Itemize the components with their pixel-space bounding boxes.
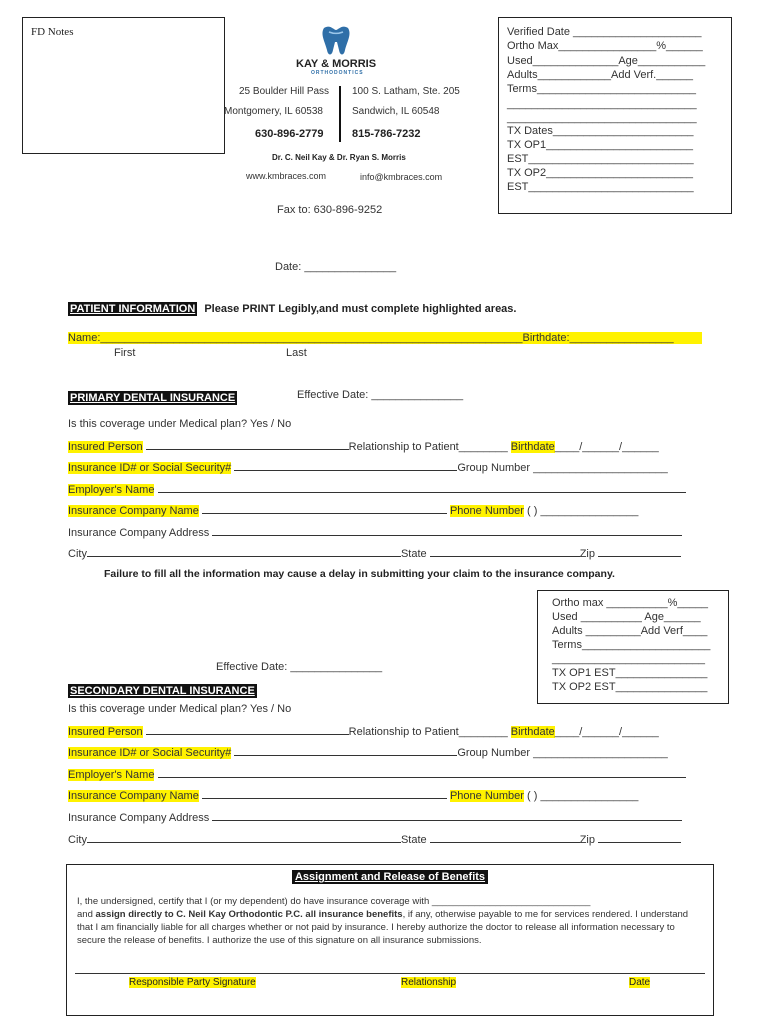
first-name-caption: First [114, 347, 136, 359]
phone-number-label: Phone Number [449, 790, 524, 802]
assignment-box [66, 864, 714, 1016]
fd-notes-label: FD Notes [31, 26, 74, 38]
primary-id-row [68, 460, 668, 474]
insured-person-label: Insured Person [68, 726, 143, 738]
insurance-id-input[interactable] [234, 460, 457, 471]
company-address-input[interactable] [212, 525, 682, 536]
mid-verify-line[interactable]: _________________________ [552, 653, 705, 665]
patient-section-title: PATIENT INFORMATION [70, 303, 196, 315]
state-input[interactable] [430, 546, 580, 557]
secondary-address-row [68, 810, 682, 824]
insurance-id-label: Insurance ID# or Social Security# [68, 462, 232, 474]
company-name-label: Insurance Company Name [68, 505, 199, 517]
doctors: Dr. C. Neil Kay & Dr. Ryan S. Morris [272, 153, 406, 162]
secondary-insured-row [68, 724, 659, 738]
website[interactable]: www.kmbraces.com [246, 171, 327, 181]
secondary-company-row [68, 788, 638, 802]
insured-person-input[interactable] [146, 724, 349, 735]
group-number-field[interactable]: Group Number ______________________ [457, 747, 668, 759]
insured-person-label: Insured Person [68, 441, 143, 453]
primary-effective-date[interactable]: Effective Date: _______________ [297, 389, 464, 401]
insured-person-input[interactable] [146, 439, 349, 450]
phone-right: 815-786-7232 [352, 128, 421, 140]
fax-number: Fax to: 630-896-9252 [277, 204, 383, 216]
phone-number-field[interactable]: ( ) ________________ [527, 790, 639, 802]
mid-verify-line[interactable]: Terms_____________________ [552, 639, 711, 651]
phone-number-label: Phone Number [449, 505, 524, 517]
employer-label: Employer's Name [68, 484, 155, 496]
fd-notes-box[interactable] [22, 17, 225, 154]
company-name-input[interactable] [202, 503, 447, 514]
patient-instruction: Please PRINT Legibly,and must complete highlighted areas. [204, 303, 517, 315]
logo-sub: ORTHODONTICS [311, 70, 364, 76]
address-left-1: 25 Boulder Hill Pass [239, 86, 330, 97]
verify-line[interactable]: Terms__________________________ [507, 83, 697, 95]
mid-verify-line[interactable]: Ortho max __________%_____ [552, 597, 708, 609]
mid-verify-line[interactable]: Used __________ Age______ [552, 611, 701, 623]
secondary-section-title: SECONDARY DENTAL INSURANCE [70, 685, 255, 697]
city-label: City [68, 548, 87, 560]
group-number-field[interactable]: Group Number ______________________ [457, 462, 668, 474]
verify-line[interactable]: TX OP2________________________ [507, 167, 693, 179]
employer-input[interactable] [158, 482, 686, 493]
secondary-verification-box [537, 590, 729, 704]
phone-number-field[interactable]: ( ) ________________ [527, 505, 639, 517]
signature-labels [129, 977, 654, 990]
patient-section-heading [68, 303, 516, 315]
insurance-id-label: Insurance ID# or Social Security# [68, 747, 232, 759]
state-label: State [400, 834, 427, 846]
state-input[interactable] [430, 832, 580, 843]
insurance-id-input[interactable] [234, 745, 457, 756]
city-label: City [68, 834, 87, 846]
zip-input[interactable] [598, 832, 681, 843]
mid-verify-line[interactable]: Adults _________Add Verf____ [552, 625, 708, 637]
primary-company-row [68, 503, 638, 517]
relationship-signature-label: Relationship [401, 977, 457, 988]
last-name-caption: Last [286, 347, 307, 359]
city-input[interactable] [87, 832, 401, 843]
address-right-2: Sandwich, IL 60548 [352, 106, 440, 117]
address-left-2: Montgomery, IL 60538 [224, 106, 323, 117]
relationship-field[interactable]: Relationship to Patient________ [348, 441, 508, 453]
mid-verify-line[interactable]: TX OP1 EST_______________ [552, 667, 708, 679]
company-address-label: Insurance Company Address [68, 527, 210, 539]
verify-line[interactable]: EST___________________________ [507, 153, 694, 165]
verify-line[interactable]: _______________________________ [507, 112, 697, 124]
employer-input[interactable] [158, 767, 686, 778]
secondary-id-row [68, 745, 668, 759]
email[interactable]: info@kmbraces.com [360, 172, 443, 182]
birthdate-field[interactable]: ____/______/______ [554, 441, 659, 453]
address-right-1: 100 S. Latham, Ste. 205 [352, 86, 460, 97]
name-birthdate-field[interactable]: Name:_____________________________________________________________________Birthdate:_________________ [68, 332, 702, 344]
zip-input[interactable] [598, 546, 681, 557]
verify-line[interactable]: TX OP1________________________ [507, 139, 693, 151]
address-divider [339, 86, 341, 142]
phone-left: 630-896-2779 [255, 128, 324, 140]
primary-address-row [68, 525, 682, 539]
verify-line[interactable]: TX Dates_______________________ [507, 125, 694, 137]
company-address-input[interactable] [212, 810, 682, 821]
relationship-field[interactable]: Relationship to Patient________ [348, 726, 508, 738]
logo-name: KAY & MORRIS [296, 58, 377, 70]
company-name-input[interactable] [202, 788, 447, 799]
assignment-text: I, the undersigned, certify that I (or my dependent) do have insurance coverage with ______________________________ and assign directly to C. Neil Kay Orthodontic P.C. all insurance benefits, if any, otherwise payable to me for services rendered. I understand that I am financially liable for all charges whether or not paid by insurance. I hereby authorize the doctor to release all information necessary to secure the release of benefits. I authorize the use of this signature on all insurance submissions. [77, 896, 689, 946]
failure-note: Failure to fill all the information may cause a delay in submitting your claim to the insurance company. [104, 568, 615, 580]
birthdate-label: Birthdate [510, 726, 555, 738]
responsible-party-signature-label: Responsible Party Signature [129, 977, 256, 988]
mid-verify-line[interactable]: TX OP2 EST_______________ [552, 681, 708, 693]
primary-coverage-question[interactable]: Is this coverage under Medical plan? Yes / No [68, 418, 292, 430]
employer-label: Employer's Name [68, 769, 155, 781]
primary-insured-row [68, 439, 659, 453]
secondary-coverage-question[interactable]: Is this coverage under Medical plan? Yes / No [68, 703, 292, 715]
primary-employer-row [68, 482, 686, 496]
secondary-effective-date[interactable]: Effective Date: _______________ [216, 661, 383, 673]
date-field[interactable]: Date: _______________ [275, 261, 397, 273]
city-input[interactable] [87, 546, 401, 557]
primary-city-row [68, 546, 681, 560]
verify-line[interactable]: _______________________________ [507, 98, 697, 110]
company-address-label: Insurance Company Address [68, 812, 210, 824]
signature-line[interactable] [75, 973, 705, 974]
verify-line[interactable]: Verified Date _____________________ [507, 26, 702, 38]
zip-label: Zip [579, 548, 595, 560]
birthdate-label: Birthdate [510, 441, 555, 453]
verification-box [498, 17, 732, 214]
verify-line[interactable]: Used______________Age___________ [507, 55, 706, 67]
zip-label: Zip [579, 834, 595, 846]
verify-line[interactable]: EST___________________________ [507, 181, 694, 193]
assignment-title: Assignment and Release of Benefits [67, 871, 713, 883]
state-label: State [400, 548, 427, 560]
verify-line[interactable]: Adults____________Add Verf.______ [507, 69, 693, 81]
primary-section-title: PRIMARY DENTAL INSURANCE [70, 392, 236, 404]
birthdate-field[interactable]: ____/______/______ [554, 726, 659, 738]
verify-line[interactable]: Ortho Max________________%______ [507, 40, 703, 52]
secondary-city-row [68, 832, 681, 846]
secondary-employer-row [68, 767, 686, 781]
date-signature-label: Date [629, 977, 651, 988]
company-name-label: Insurance Company Name [68, 790, 199, 802]
